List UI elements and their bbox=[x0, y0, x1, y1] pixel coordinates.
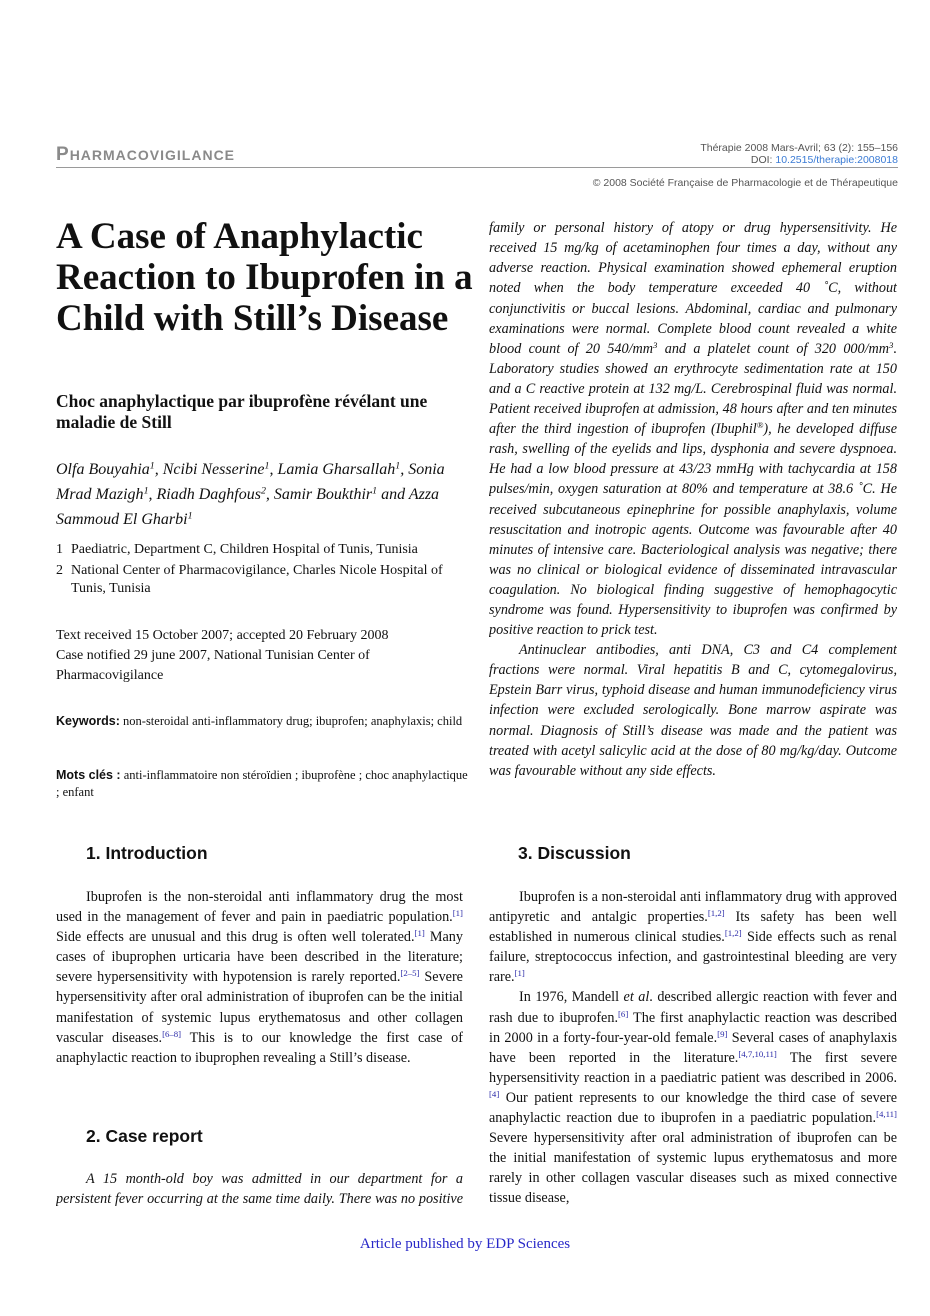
introduction-heading: 1. Introduction bbox=[86, 843, 208, 863]
introduction-text: Ibuprofen is the non-steroidal anti inflammatory drug the most used in the management of fever and pain in paediatric population.[1] Side effects are unusual and this drug is often well tolerated.[1] Many cases of ibuprophen urticaria have been described in the literature; severe hypersensitivity with hypotension is rarely reported.[2–5] Severe hypersensitivity after oral administration of ibuprofen can be the initial manifestation of systemic lupus erythematosus and other collagen vascular diseases.[6–8] This is to our knowledge the first case of anaphylactic reaction to ibuprophen revealing a Still’s disease. bbox=[56, 889, 463, 1066]
case-report-text-part2: family or personal history of atopy or drug hypersensitivity. He received 15 mg/kg of acetaminophen four times a day, without any adverse reaction. Physical examination showed ephemeral eruption noted when the body temperature exceeded 40 ˚C, without conjunctivitis or buccal lesions. Abdominal, cardiac and pulmonary examinations were normal. Complete blood count revealed a white blood count of 20 $540/mm^3$ and a platelet count of 320 $000/mm^3$. Laboratory studies showed an erythrocyte sedimentation rate at 150 and a C reactive protein at 132 mg/L. Cerebrospinal fluid was normal. Patient received ibuprofen at admission, 48 hours after and ten minutes after the third ingestion of ibuprofen (Ibuphil®), he developed diffuse rash, swelling of the eyelids and lips, dysphonia and severe dyspnoea. He had a low blood pressure at 43/23 mmHg with tachycardia at 158 pulses/min, oxygen saturation at 80% and temperature at 38.6 ˚C. He received subcutaneous epinephrine for possible anaphylaxis, volume resuscitation and inotropic agents. Outcome was favourable after 40 minutes of intensive care. Bacteriological analysis was negative; there was no clinical or biological evidence of disseminated intravascular coagulation. No biological finding suggestive of hemophagocytic syndrome was found. Hypersensitivity to ibuprofen was confirmed by positive reaction to prick test. Antinuclear antibodies, anti DNA, C3 and C4 complement fractions were normal. Viral hepatitis B and C, cytomegalovirus, Epstein Barr virus, typhoid disease and human immunodeficiency virus infection were excluded serologically. Bone marrow aspirate was normal. Diagnosis of Still’s disease was made and the patient was treated with acetyl salicylic acid at the dose of 80 mg/kg/day. Outcome was favourable without any side effects. bbox=[489, 220, 897, 779]
citation[interactable]: [2–5] bbox=[400, 968, 420, 979]
citation[interactable]: [6–8] bbox=[162, 1028, 182, 1039]
citation[interactable]: [1] bbox=[452, 908, 463, 919]
citation[interactable]: [6] bbox=[618, 1008, 629, 1019]
author-affiliation-mark: 1 bbox=[187, 510, 193, 522]
article-subtitle: Choc anaphylactique par ibuprofène révélant une maladie de Still bbox=[56, 391, 428, 432]
affiliation-2: 2 National Center of Pharmacovigilance, Charles Nicole Hospital of Tunis, Tunisia bbox=[56, 563, 443, 596]
citation[interactable]: [4,11] bbox=[876, 1109, 897, 1120]
author-name: Samir Boukthir bbox=[273, 486, 373, 503]
copyright-line: © 2008 Société Française de Pharmacologie et de Thérapeutique bbox=[592, 177, 898, 189]
author-name: Lamia Gharsallah bbox=[277, 461, 396, 478]
received-dates: Text received 15 October 2007; accepted 20 February 2008 Case notified 29 june 2007, National Tunisian Center of Pharmacovigilance bbox=[56, 628, 389, 683]
discussion-heading: 3. Discussion bbox=[518, 843, 631, 863]
citation[interactable]: [4] bbox=[489, 1089, 500, 1100]
keywords: Keywords: non-steroidal anti-inflammatory drug; ibuprofen; anaphylaxis; child bbox=[56, 714, 463, 728]
citation[interactable]: [1] bbox=[514, 968, 525, 979]
author-name: Sonia Mrad Mazigh bbox=[56, 461, 445, 503]
doi-line: DOI: 10.2515/therapie:2008018 bbox=[750, 154, 898, 166]
journal-issue: Thérapie 2008 Mars-Avril; 63 (2): 155–156 bbox=[700, 142, 898, 154]
affiliation-1: 1 Paediatric, Department C, Children Hospital of Tunis, Tunisia bbox=[56, 542, 418, 557]
author-affiliation-mark: 1 bbox=[143, 485, 149, 497]
article-title: A Case of Anaphylactic Reaction to Ibuprofen in a Child with Still’s Disease bbox=[56, 216, 473, 339]
author-name: Azza Sammoud El Gharbi bbox=[56, 486, 440, 528]
publisher-footer-link[interactable]: Article published by EDP Sciences bbox=[359, 1236, 571, 1252]
header-rule bbox=[56, 167, 898, 168]
author-affiliation-mark: 1 bbox=[264, 460, 270, 472]
case-report-text-part1: A 15 month-old boy was admitted in our department for a persistent fever occurring at the same time daily. There was no positive bbox=[56, 1171, 463, 1208]
author-name: Ncibi Nesserine bbox=[162, 461, 265, 478]
author-affiliation-mark: 1 bbox=[372, 485, 378, 497]
citation[interactable]: [9] bbox=[717, 1028, 728, 1039]
section-label: PHARMACOVIGILANCE bbox=[56, 144, 236, 165]
author-affiliation-mark: 1 bbox=[395, 460, 401, 472]
journal-citation bbox=[700, 142, 898, 166]
author-affiliation-mark: 1 bbox=[149, 460, 155, 472]
doi-link[interactable]: 10.2515/therapie:2008018 bbox=[775, 154, 898, 166]
citation[interactable]: [4,7,10,11] bbox=[738, 1048, 777, 1059]
citation[interactable]: [1] bbox=[414, 928, 425, 939]
discussion-text: Ibuprofen is a non-steroidal anti inflammatory drug with approved antipyretic and antalgic properties.[1,2] Its safety has been well established in numerous clinical studies.[1,2] Side effects such as renal failure, streptococcus infection, and gastrointestinal bleeding are very rare.[1] In 1976, Mandell et al. described allergic reaction with fever and rash due to ibuprofen.[6] The first anaphylactic reaction was described in 2000 in a forty-four-year-old female.[9] Several cases of anaphylaxis have been reported in the literature.[4,7,10,11] The first severe hypersensitivity reaction in a paediatric patient was described in 2006.[4] Our patient represents to our knowledge the third case of severe anaphylactic reaction due to ibuprofen in a paediatric population.[4,11] Severe hypersensitivity after oral administration of ibuprofen can be the initial manifestation of systemic lupus erythematosus and more rarely in other collagen vascular diseases such as mixed connective tissue disease, bbox=[489, 889, 897, 1207]
author-list: Olfa Bouyahia$^1$, Ncibi Nesserine$^1$, Lamia Gharsallah$^1$, Sonia Mrad Mazigh$^1$, Riadh Daghfous$^2$, Samir Boukthir$^1$ and Azza Sammoud El Gharbi$^1$ bbox=[56, 460, 445, 528]
author-name: Olfa Bouyahia bbox=[56, 461, 150, 478]
author-affiliation-mark: 2 bbox=[260, 485, 266, 497]
citation[interactable]: [1,2] bbox=[724, 928, 742, 939]
mots-cles: Mots clés : anti-inflammatoire non stéroïdien ; ibuprofène ; choc anaphylactique ; enfant bbox=[56, 768, 468, 799]
case-report-heading: 2. Case report bbox=[86, 1126, 203, 1146]
author-name: Riadh Daghfous bbox=[156, 486, 261, 503]
citation[interactable]: [1,2] bbox=[707, 908, 725, 919]
